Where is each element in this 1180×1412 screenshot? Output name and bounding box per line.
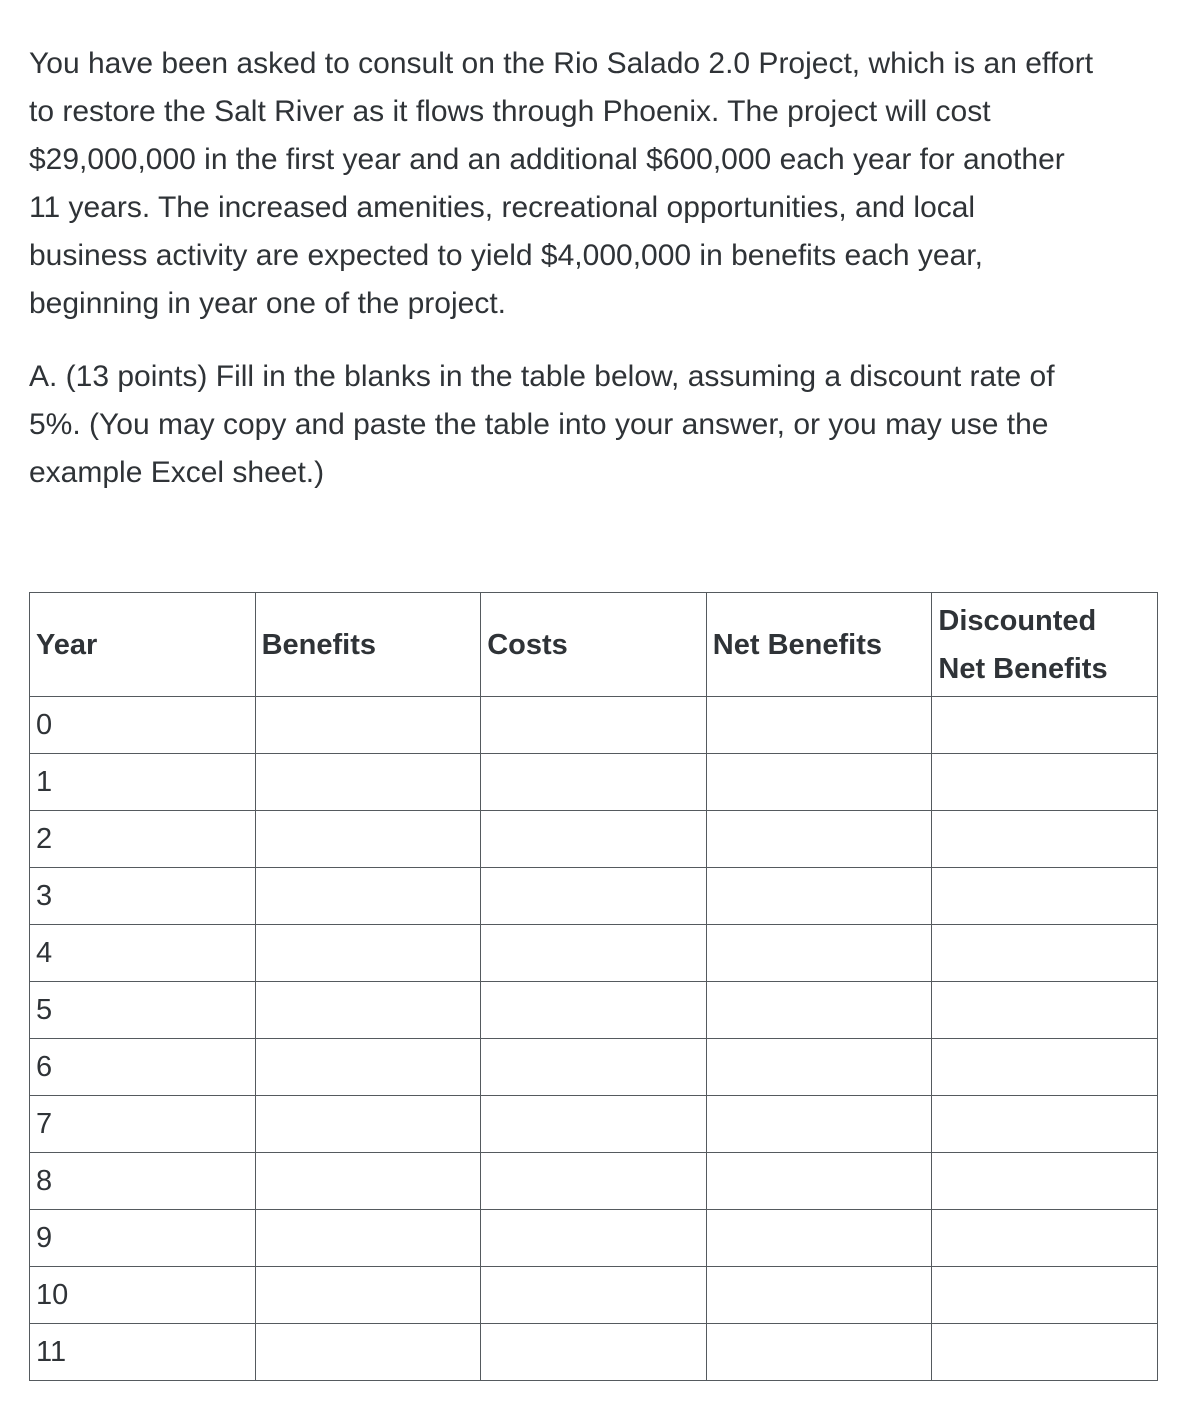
table-row [30,1210,1158,1267]
header-benefits: Benefits [255,593,481,697]
discounted-net-benefits-cell[interactable] [932,754,1158,811]
discounted-net-benefits-cell[interactable] [932,811,1158,868]
costs-cell[interactable] [481,1210,707,1267]
benefits-cell[interactable] [255,868,481,925]
year-cell: 6 [30,1039,256,1096]
net-benefits-cell[interactable] [706,697,932,754]
discounted-net-benefits-cell[interactable] [932,1096,1158,1153]
discounted-net-benefits-cell[interactable] [932,925,1158,982]
benefits-cell[interactable] [255,1210,481,1267]
year-cell: 2 [30,811,256,868]
costs-cell[interactable] [481,1153,707,1210]
net-benefits-cell[interactable] [706,1210,932,1267]
costs-cell[interactable] [481,1039,707,1096]
year-cell: 3 [30,868,256,925]
costs-cell[interactable] [481,1267,707,1324]
costs-cell[interactable] [481,811,707,868]
costs-cell[interactable] [481,697,707,754]
year-cell: 11 [30,1324,256,1381]
header-net-benefits: Net Benefits [706,593,932,697]
costs-cell[interactable] [481,1324,707,1381]
year-cell: 4 [30,925,256,982]
header-year: Year [30,593,256,697]
costs-cell[interactable] [481,925,707,982]
year-cell: 0 [30,697,256,754]
header-costs: Costs [481,593,707,697]
discounted-net-benefits-cell[interactable] [932,697,1158,754]
net-benefits-cell[interactable] [706,1324,932,1381]
table-row [30,811,1158,868]
costs-cell[interactable] [481,868,707,925]
benefits-cell[interactable] [255,1324,481,1381]
year-cell: 5 [30,982,256,1039]
costs-cell[interactable] [481,982,707,1039]
table-row [30,1096,1158,1153]
discounted-net-benefits-cell[interactable] [932,1267,1158,1324]
discounted-net-benefits-cell[interactable] [932,868,1158,925]
net-benefits-cell[interactable] [706,1267,932,1324]
table-header-row [30,593,1158,697]
table-row [30,1153,1158,1210]
cost-benefit-table [29,592,1158,1381]
table-row [30,697,1158,754]
costs-cell[interactable] [481,1096,707,1153]
discounted-net-benefits-cell[interactable] [932,1153,1158,1210]
table-row [30,982,1158,1039]
benefits-cell[interactable] [255,1039,481,1096]
benefits-cell[interactable] [255,754,481,811]
net-benefits-cell[interactable] [706,754,932,811]
table-row [30,868,1158,925]
table-row [30,1267,1158,1324]
costs-cell[interactable] [481,754,707,811]
year-cell: 9 [30,1210,256,1267]
table-row [30,1039,1158,1096]
year-cell: 10 [30,1267,256,1324]
net-benefits-cell[interactable] [706,868,932,925]
benefits-cell[interactable] [255,925,481,982]
header-discounted-net-benefits: Discounted Net Benefits [932,593,1158,697]
benefits-cell[interactable] [255,1153,481,1210]
net-benefits-cell[interactable] [706,811,932,868]
net-benefits-cell[interactable] [706,1153,932,1210]
discounted-net-benefits-cell[interactable] [932,1210,1158,1267]
net-benefits-cell[interactable] [706,982,932,1039]
net-benefits-cell[interactable] [706,1039,932,1096]
benefits-cell[interactable] [255,982,481,1039]
discounted-net-benefits-cell[interactable] [932,1039,1158,1096]
benefits-cell[interactable] [255,697,481,754]
table-row [30,754,1158,811]
year-cell: 1 [30,754,256,811]
benefits-cell[interactable] [255,1267,481,1324]
benefits-cell[interactable] [255,811,481,868]
year-cell: 7 [30,1096,256,1153]
intro-paragraph: You have been asked to consult on the Rio Salado 2.0 Project, which is an effort to restore the Salt River as it flows through Phoenix. The project will cost $29,000,000 in the first year and an additional $600,000 each year for another 11 years. The increased amenities, recreational opportunities, and local business activity are expected to yield $4,000,000 in benefits each year, beginning in year one of the project. [29,47,1094,320]
table-row [30,1324,1158,1381]
question-paragraph: A. (13 points) Fill in the blanks in the table below, assuming a discount rate of 5%. (You may copy and paste the table into your answer, or you may use the example Excel sheet.) [29,360,1055,489]
benefits-cell[interactable] [255,1096,481,1153]
table-row [30,925,1158,982]
net-benefits-cell[interactable] [706,925,932,982]
net-benefits-cell[interactable] [706,1096,932,1153]
discounted-net-benefits-cell[interactable] [932,1324,1158,1381]
discounted-net-benefits-cell[interactable] [932,982,1158,1039]
year-cell: 8 [30,1153,256,1210]
